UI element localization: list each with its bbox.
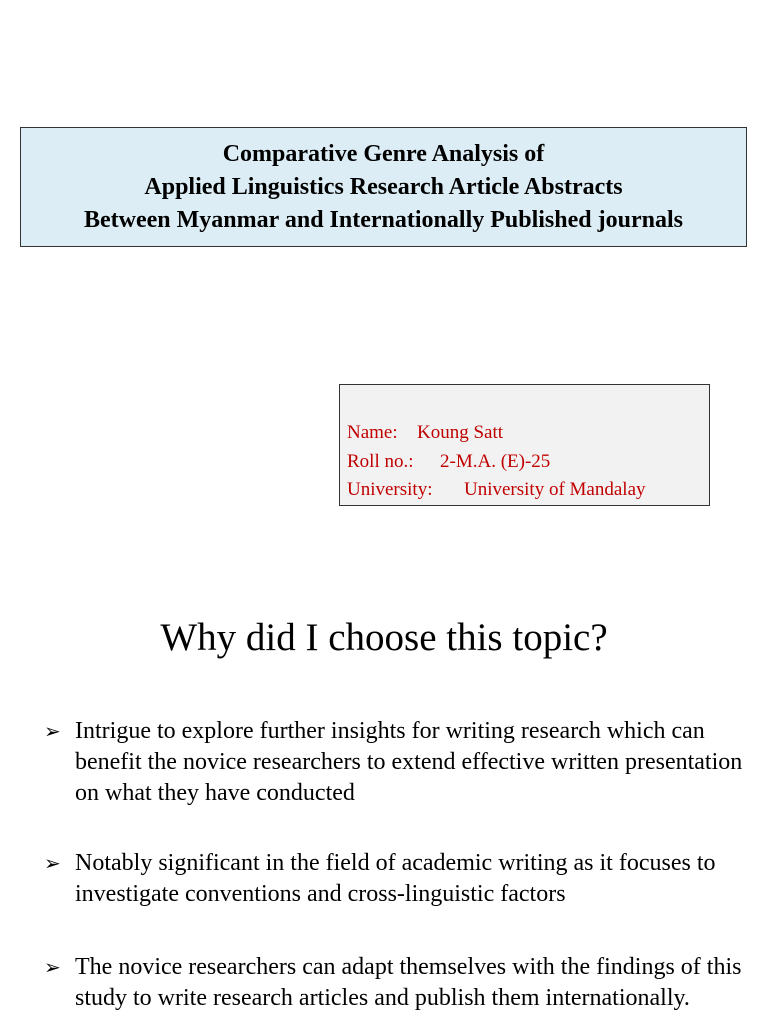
title-box [20,127,747,247]
bullet-item [44,952,744,1014]
bullet-text: Notably significant in the field of academic writing as it focuses to investigate conventions and cross-linguistic factors [75,850,716,907]
bullet-item [44,716,744,809]
info-row-university [347,476,709,505]
title-line-1: Comparative Genre Analysis of [222,140,545,167]
info-row-roll [347,448,709,477]
name-label: Name: [347,422,398,443]
arrow-bullet-icon: ➢ [44,721,61,743]
bullet-item [44,848,744,910]
author-info-box [339,384,710,506]
info-row-name [347,419,709,448]
roll-value: 2-M.A. (E)-25 [440,450,551,472]
name-value: Koung Satt [417,422,504,443]
section-heading: Why did I choose this topic? [160,616,608,659]
arrow-bullet-icon: ➢ [44,853,61,875]
title-line-2: Applied Linguistics Research Article Abstracts [144,173,623,200]
university-label: University: [347,479,433,500]
university-value: University of Mandalay [464,479,646,500]
bullet-text: Intrigue to explore further insights for writing research which can benefit the novice researchers to extend effective written presentation on what they have conducted [75,718,743,806]
bullet-text: The novice researchers can adapt themselves with the findings of this study to write research articles and publish them internationally. [75,954,742,1011]
title-line-3: Between Myanmar and Internationally Published journals [84,206,683,233]
roll-label: Roll no.: [347,450,414,472]
arrow-bullet-icon: ➢ [44,957,61,979]
